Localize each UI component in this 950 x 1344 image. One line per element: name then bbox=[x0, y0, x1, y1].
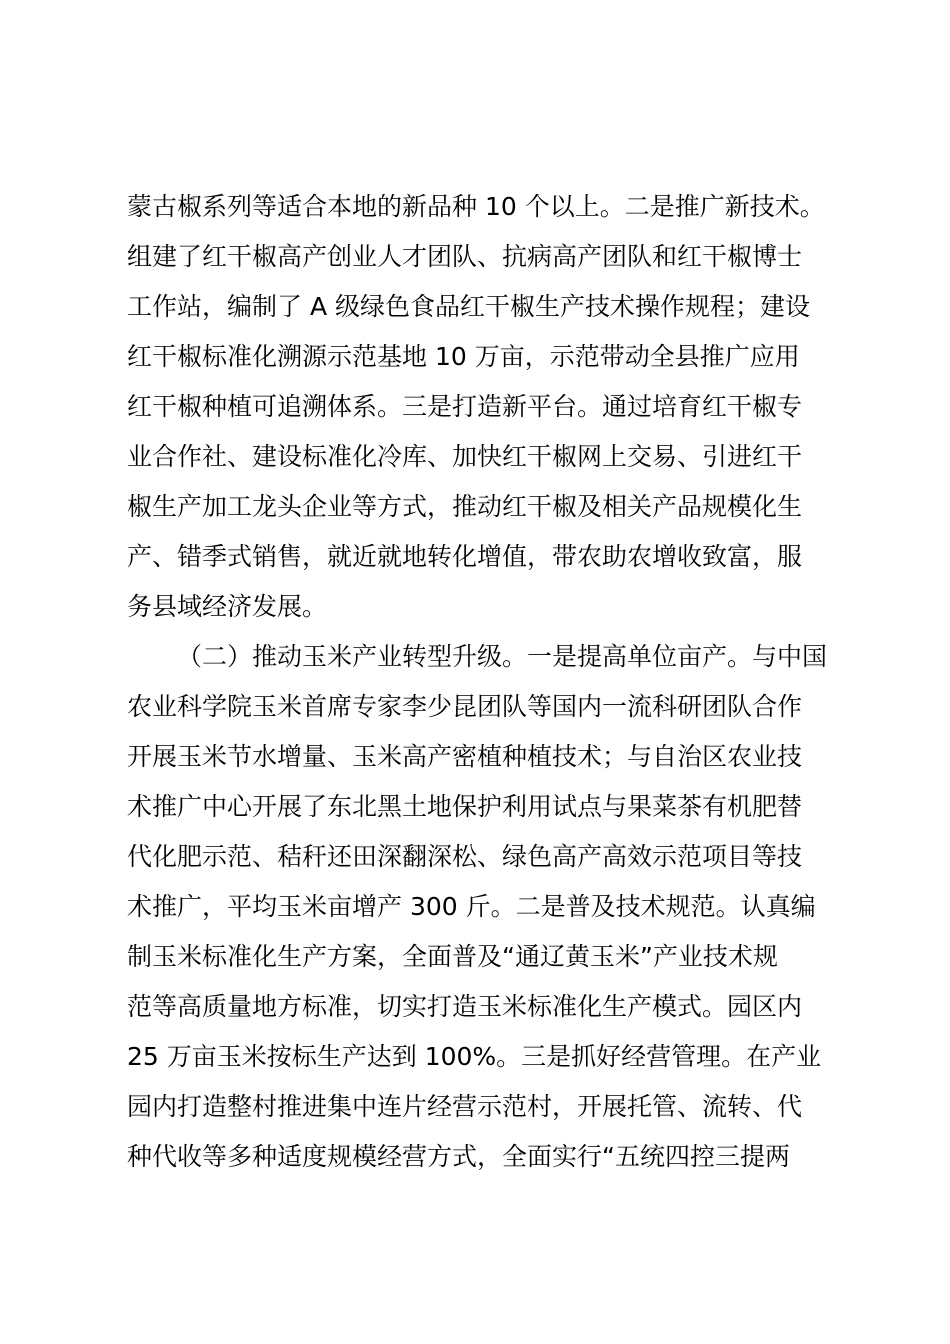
text-line: 园内打造整村推进集中连片经营示范村，开展托管、流转、代 bbox=[127, 1092, 803, 1121]
text-line: 产、错季式销售，就近就地转化增值，带农助农增收致富，服 bbox=[127, 542, 803, 571]
text-line: 农业科学院玉米首席专家李少昆团队等国内一流科研团队合作 bbox=[127, 692, 803, 721]
text-line: 红干椒种植可追溯体系。三是打造新平台。通过培育红干椒专 bbox=[127, 392, 803, 421]
text-line: 组建了红干椒高产创业人才团队、抗病高产团队和红干椒博士 bbox=[127, 242, 803, 271]
text-line: 范等高质量地方标准，切实打造玉米标准化生产模式。园区内 bbox=[127, 992, 803, 1021]
text-line: （二）推动玉米产业转型升级。一是提高单位亩产。与中国 bbox=[177, 642, 828, 671]
text-line: 25 万亩玉米按标生产达到 100%。三是抓好经营管理。在产业 bbox=[127, 1042, 822, 1071]
text-line: 制玉米标准化生产方案，全面普及“通辽黄玉米”产业技术规 bbox=[127, 942, 778, 971]
text-line: 代化肥示范、秸秆还田深翻深松、绿色高产高效示范项目等技 bbox=[127, 842, 803, 871]
document-body bbox=[127, 182, 847, 1182]
text-line: 业合作社、建设标准化冷库、加快红干椒网上交易、引进红干 bbox=[127, 442, 803, 471]
text-line: 工作站，编制了 A 级绿色食品红干椒生产技术操作规程；建设 bbox=[127, 292, 810, 321]
text-line: 术推广中心开展了东北黑土地保护利用试点与果菜茶有机肥替 bbox=[127, 792, 803, 821]
text-line: 椒生产加工龙头企业等方式，推动红干椒及相关产品规模化生 bbox=[127, 492, 803, 521]
paragraph-1 bbox=[127, 182, 847, 632]
text-line: 种代收等多种适度规模经营方式，全面实行“五统四控三提两 bbox=[127, 1142, 790, 1171]
text-line: 开展玉米节水增量、玉米高产密植种植技术；与自治区农业技 bbox=[127, 742, 803, 771]
text-line: 红干椒标准化溯源示范基地 10 万亩，示范带动全县推广应用 bbox=[127, 342, 800, 371]
text-line: 务县域经济发展。 bbox=[127, 592, 328, 621]
text-line: 蒙古椒系列等适合本地的新品种 10 个以上。二是推广新技术。 bbox=[127, 192, 825, 221]
text-line: 术推广，平均玉米亩增产 300 斤。二是普及技术规范。认真编 bbox=[127, 892, 816, 921]
paragraph-2 bbox=[127, 632, 847, 1182]
